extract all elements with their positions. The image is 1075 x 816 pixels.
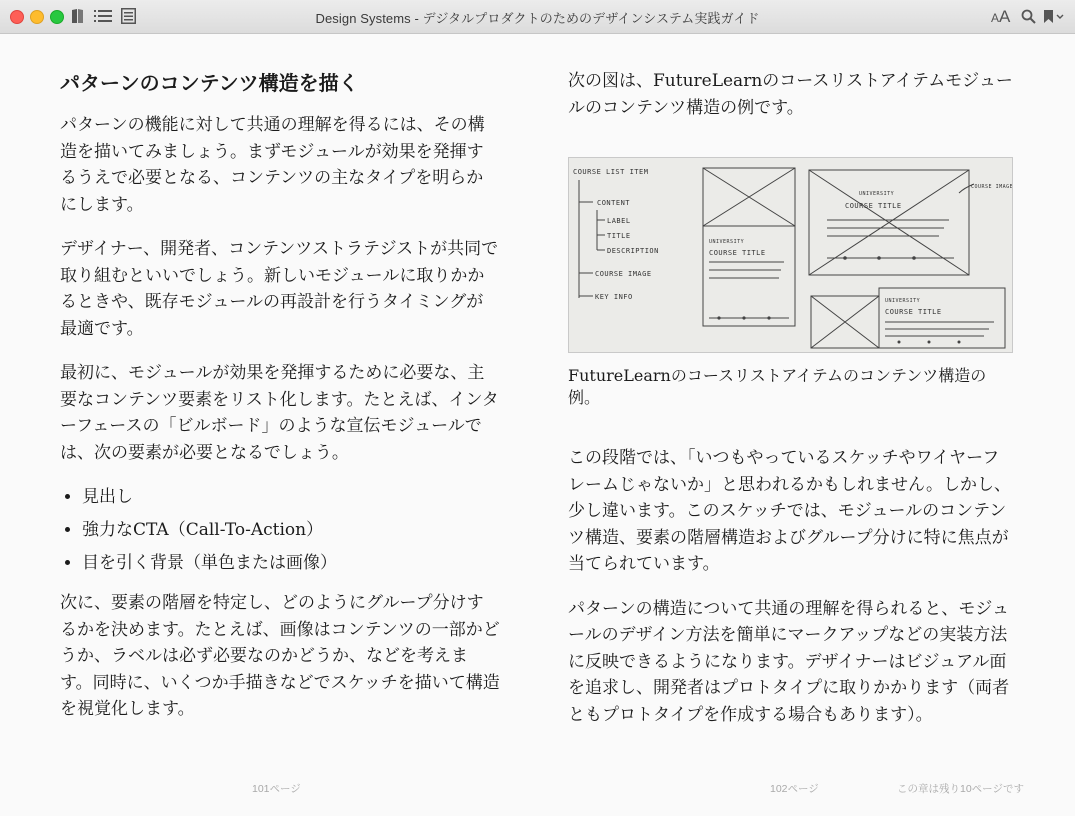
chapter-pages-remaining: この章は残り10ページです [897, 783, 1024, 795]
sketch-label: COURSE IMAGE [595, 270, 652, 278]
figure-caption: FutureLearnのコースリストアイテムのコンテンツ構造の例。 [568, 366, 987, 407]
title-bar [0, 0, 1075, 34]
sketch-label: DESCRIPTION [607, 247, 659, 255]
sketch-label: COURSE TITLE [709, 249, 766, 257]
paragraph: 次に、要素の階層を特定し、どのようにグループ分けするかを決めます。たとえば、画像はコンテンツの一部かどうか、ラベルは必ず必要なのかどうか、などを考えます。同時に、いくつか手描きなどでスケッチを描いて構造を視覚化します。 [60, 593, 500, 719]
bookmark-icon[interactable] [1042, 7, 1066, 25]
list-item: • 見出し [82, 484, 500, 510]
font-size-button[interactable] [991, 7, 1010, 27]
search-icon[interactable] [1020, 7, 1036, 25]
left-page-number: 101ページ [252, 783, 301, 795]
right-page [568, 60, 1013, 746]
left-page [60, 60, 500, 741]
paragraph: 最初に、モジュールが効果を発揮するために必要な、主要なコンテンツ要素をリスト化します。たとえば、インターフェースの「ビルボード」のような宣伝モジュールでは、次の要素が必要となるでしょう。 [60, 363, 499, 463]
font-size-small-glyph: A [991, 11, 1000, 25]
section-heading: パターンのコンテンツ構造を描く [60, 71, 359, 95]
font-size-large-glyph: A [999, 7, 1011, 26]
paragraph: パターンの構造について共通の理解を得られると、モジュールのデザイン方法を簡単にマークアップなどの実装方法に反映できるようになります。デザイナーはビジュアル面を追求し、開発者はプロトタイプに取りかかります（両者ともプロトタイプを作成する場合もあります）。 [568, 598, 1010, 725]
sketch-label: UNIVERSITY [859, 191, 895, 197]
sketch-label: COURSE TITLE [845, 202, 902, 210]
sketch-label: TITLE [607, 232, 631, 240]
sketch-label: COURSE LIST ITEM [573, 168, 649, 176]
paragraph: パターンの機能に対して共通の理解を得るには、その構造を描いてみましょう。まずモジュールが効果を発揮するうえで必要となる、コンテンツの主なタイプを明らかにします。 [60, 115, 485, 215]
list-item: • 目を引く背景（単色または画像） [82, 550, 500, 576]
sketch-label: UNIVERSITY [885, 298, 921, 304]
element-list [60, 484, 500, 576]
sketch-label: KEY INFO [595, 293, 633, 301]
paragraph: デザイナー、開発者、コンテンツストラテジストが共同で取り組むといいでしょう。新しいモジュールに取りかかるときや、既存モジュールの再設計を行うタイミングが最適です。 [60, 239, 499, 339]
paragraph: この段階では、「いつもやっているスケッチやワイヤーフレームじゃないか」と思われるかもしれません。しかし、少し違います。このスケッチでは、モジュールのコンテンツ構造、要素の階層構造およびグループ分けに特に焦点が当てられています。 [568, 448, 1012, 574]
sketch-label: COURSE IMAGE [971, 184, 1012, 190]
sketch-figure [568, 157, 1013, 353]
window-title: Design Systems - デジタルプロダクトのためのデザインシステム実践ガイド [315, 11, 760, 26]
sketch-label: CONTENT [597, 199, 631, 207]
paragraph: 次の図は、FutureLearnのコースリストアイテムモジュールのコンテンツ構造の例です。 [568, 71, 1013, 118]
sketch-label: UNIVERSITY [709, 239, 745, 245]
right-page-number: 102ページ [770, 783, 819, 795]
sketch-label: LABEL [607, 217, 631, 225]
sketch-label: COURSE TITLE [885, 308, 942, 316]
list-item: • 強力なCTA（Call-To-Action） [82, 517, 500, 543]
